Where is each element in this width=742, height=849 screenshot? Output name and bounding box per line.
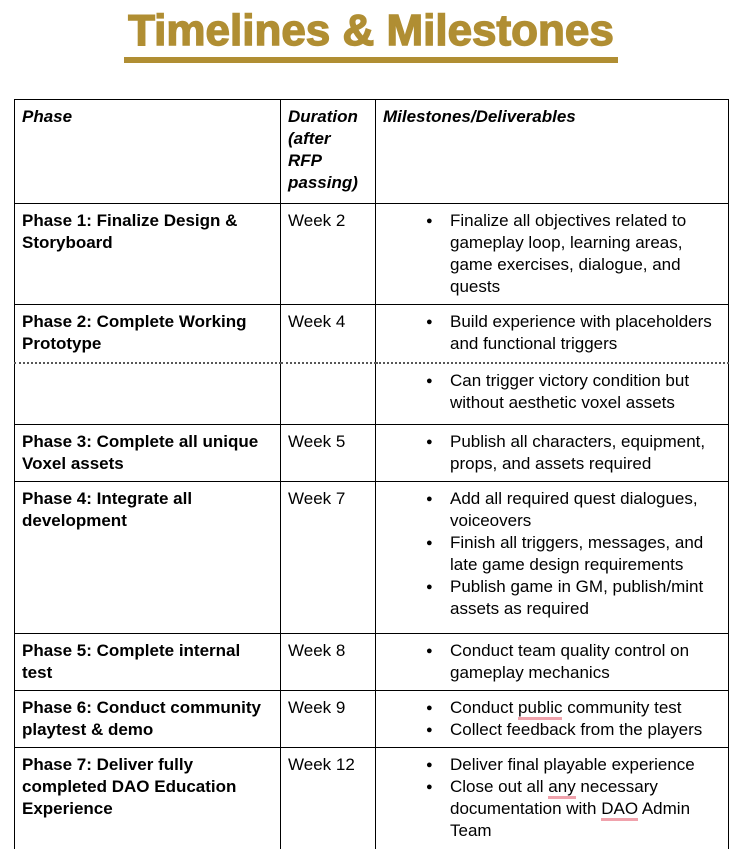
page-title: Timelines & Milestones — [124, 8, 618, 63]
timeline-table — [14, 99, 729, 849]
spellcheck-marked-word: public — [518, 698, 562, 720]
table-row — [15, 204, 729, 305]
phase-cell: Phase 3: Complete all unique Voxel assets — [15, 425, 281, 482]
bullet-item — [383, 776, 721, 842]
milestones-cell — [376, 305, 729, 363]
text-segment: Can trigger victory condition but without aesthetic voxel assets — [450, 370, 690, 412]
table-body — [15, 204, 729, 849]
duration-cell: Week 7 — [281, 482, 376, 634]
bullet-item — [383, 311, 721, 355]
spellcheck-marked-word: DAO — [601, 799, 638, 821]
milestone-list — [383, 640, 721, 684]
text-segment: necessary documentation with — [450, 777, 658, 819]
text-segment: Deliver final playable experience — [450, 755, 695, 775]
milestones-cell — [376, 482, 729, 634]
phase-cell: Phase 7: Deliver fully completed DAO Education Experience — [15, 748, 281, 849]
phase-cell: Phase 5: Complete internal test — [15, 634, 281, 691]
table-row — [15, 748, 729, 849]
milestone-list — [383, 488, 721, 620]
text-segment: Conduct — [450, 698, 519, 718]
bullet-item — [383, 719, 721, 741]
text-segment: Add all required quest dialogues, voiceovers — [450, 489, 698, 531]
text-segment: Collect feedback from the players — [450, 720, 703, 740]
text-segment: Close out all — [450, 777, 549, 797]
milestones-cell — [376, 204, 729, 305]
text-segment: Conduct team quality control on gameplay mechanics — [450, 641, 690, 683]
phase-cell — [15, 363, 281, 425]
milestones-cell — [376, 691, 729, 748]
duration-cell — [281, 363, 376, 425]
header-milestones: Milestones/Deliverables — [376, 100, 729, 204]
phase-cell: Phase 1: Finalize Design & Storyboard — [15, 204, 281, 305]
duration-cell: Week 5 — [281, 425, 376, 482]
milestone-list — [383, 697, 721, 741]
milestones-cell — [376, 748, 729, 849]
milestone-list — [383, 370, 721, 414]
bullet-item — [383, 431, 721, 475]
bullet-item — [383, 640, 721, 684]
text-segment: Admin Team — [450, 799, 691, 841]
text-segment: Finalize all objectives related to gameplay loop, learning areas, game exercises, dialogue, and quests — [450, 211, 687, 297]
table-row — [15, 482, 729, 634]
milestones-cell — [376, 634, 729, 691]
table-row — [15, 305, 729, 363]
bullet-item — [383, 532, 721, 576]
bullet-item — [383, 754, 721, 776]
bullet-item — [383, 210, 721, 298]
milestones-cell — [376, 363, 729, 425]
bullet-item — [383, 576, 721, 620]
phase-cell: Phase 4: Integrate all development — [15, 482, 281, 634]
text-segment: Finish all triggers, messages, and late game design requirements — [450, 533, 704, 575]
duration-cell: Week 8 — [281, 634, 376, 691]
text-segment: Publish all characters, equipment, props, and assets required — [450, 432, 706, 474]
text-segment: Build experience with placeholders and functional triggers — [450, 312, 712, 354]
milestone-list — [383, 431, 721, 475]
spellcheck-marked-word: any — [548, 777, 575, 799]
duration-cell: Week 4 — [281, 305, 376, 363]
phase-cell: Phase 6: Conduct community playtest & demo — [15, 691, 281, 748]
header-duration: Duration (after RFP passing) — [281, 100, 376, 204]
text-segment: community test — [562, 698, 682, 718]
milestone-list — [383, 210, 721, 298]
title-wrap — [0, 8, 742, 63]
bullet-item — [383, 697, 721, 719]
table-row — [15, 425, 729, 482]
text-segment: Publish game in GM, publish/mint assets as required — [450, 577, 704, 619]
milestone-list — [383, 754, 721, 842]
table-row — [15, 634, 729, 691]
bullet-item — [383, 370, 721, 414]
milestones-cell — [376, 425, 729, 482]
milestone-list — [383, 311, 721, 355]
bullet-item — [383, 488, 721, 532]
duration-cell: Week 9 — [281, 691, 376, 748]
phase-cell: Phase 2: Complete Working Prototype — [15, 305, 281, 363]
header-phase: Phase — [15, 100, 281, 204]
duration-cell: Week 12 — [281, 748, 376, 849]
table-row — [15, 691, 729, 748]
duration-cell: Week 2 — [281, 204, 376, 305]
table-row — [15, 363, 729, 425]
header-row — [15, 100, 729, 204]
